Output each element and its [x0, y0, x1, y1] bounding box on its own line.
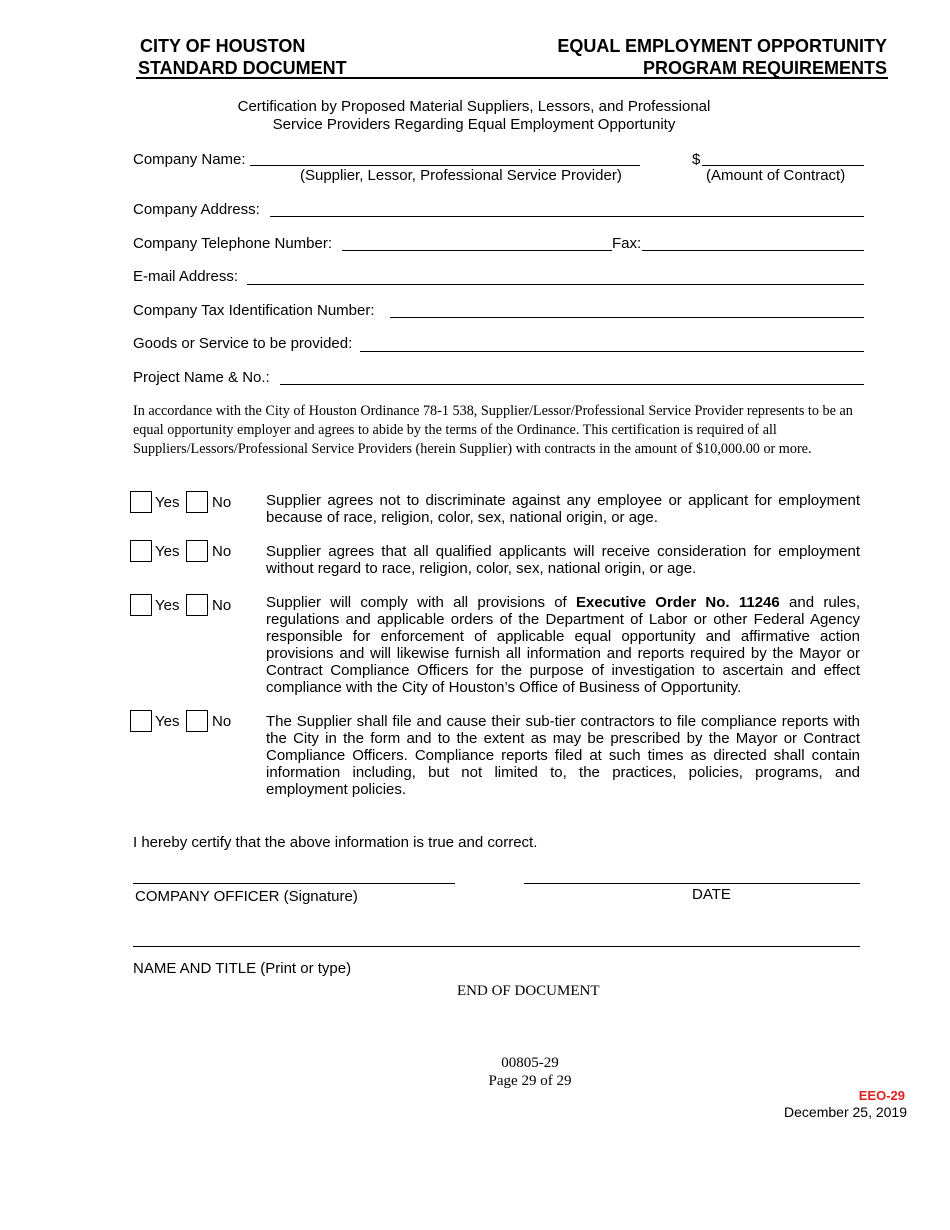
statement-2: Supplier agrees that all qualified applicants will receive consideration for employment without regard to race, religion, color, sex, national origin, or age.: [266, 543, 860, 577]
company-address-label: Company Address:: [133, 201, 260, 218]
s1-no-checkbox[interactable]: [186, 491, 208, 513]
telephone-label: Company Telephone Number:: [133, 235, 333, 252]
header-program-requirements: PROGRAM REQUIREMENTS: [642, 58, 887, 78]
dollar-sign: $: [692, 151, 701, 168]
tax-id-label: Company Tax Identification Number:: [133, 302, 375, 319]
statement-4: The Supplier shall file and cause their sub-tier contractors to file compliance reports with the City in the form and to the extent as may be prescribed by the Mayor or Contract Compliance Officers. Compliance reports filed at such times as directed shall contain information including, but not limited to, the practices, policies, programs, and employment policies.: [266, 713, 860, 798]
s2-no-label: No: [212, 543, 232, 560]
s2-yes-label: Yes: [155, 543, 180, 560]
statement-3: [266, 594, 860, 696]
goods-service-label: Goods or Service to be provided:: [133, 335, 353, 352]
s1-no-label: No: [212, 494, 232, 511]
company-name-caption: (Supplier, Lessor, Professional Service Provider): [300, 167, 622, 184]
amount-of-contract-field[interactable]: [702, 165, 864, 166]
s3-no-label: No: [212, 597, 232, 614]
s4-no-label: No: [212, 713, 232, 730]
s1-yes-checkbox[interactable]: [130, 491, 152, 513]
subtitle-line1: Certification by Proposed Material Suppliers, Lessors, and Professional: [237, 98, 711, 115]
footer-center: [0, 1054, 950, 1090]
email-label: E-mail Address:: [133, 268, 239, 285]
header-standard-document: STANDARD DOCUMENT: [138, 58, 347, 78]
project-label: Project Name & No.:: [133, 369, 270, 386]
telephone-field[interactable]: [342, 250, 612, 251]
intro-paragraph: In accordance with the City of Houston Ordinance 78-1 538, Supplier/Lessor/Professional Service Provider represents to be an equal opportunity employer and agrees to abide by the terms of the Ordinance. This certification is required of all Suppliers/Lessors/Professional Service Providers (herein Supplier) with contracts in the amount of $10,000.00 or more.: [133, 403, 853, 457]
name-title-line[interactable]: [133, 946, 860, 947]
footer-page-number: Page 29 of 29: [488, 1073, 572, 1089]
date-label: DATE: [692, 886, 731, 903]
s4-yes-checkbox[interactable]: [130, 710, 152, 732]
signature-line[interactable]: [133, 883, 455, 884]
header-city: CITY OF HOUSTON: [140, 36, 306, 56]
statement-1: Supplier agrees not to discriminate against any employee or applicant for employment because of race, religion, color, sex, national origin, or age.: [266, 492, 860, 526]
email-field[interactable]: [247, 284, 864, 285]
footer-doc-number: 00805-29: [501, 1055, 559, 1071]
header-eeo-title: EQUAL EMPLOYMENT OPPORTUNITY: [557, 36, 887, 56]
goods-service-field[interactable]: [360, 351, 864, 352]
statement-3-part1: Supplier will comply with all provisions of: [266, 594, 576, 611]
name-title-label: NAME AND TITLE (Print or type): [133, 960, 352, 977]
company-address-field[interactable]: [270, 216, 864, 217]
tax-id-field[interactable]: [390, 317, 864, 318]
s4-no-checkbox[interactable]: [186, 710, 208, 732]
project-field[interactable]: [280, 384, 864, 385]
form-date: December 25, 2019: [784, 1104, 907, 1120]
fax-label: Fax:: [612, 235, 642, 252]
s1-yes-label: Yes: [155, 494, 180, 511]
header-rule: [136, 77, 888, 79]
amount-of-contract-caption: (Amount of Contract): [706, 167, 846, 184]
statement-3-part2: and rules, regulations and applicable orders of the Department of Labor or other Federal Agency responsible for enforcement of applicable equal opportunity and affirmative action provisions and will likewise furnish all information and reports required by the Mayor or Contract Compliance Officers for the purpose of investigation to ascertain and effect compliance with the City of Houston’s Office of Business of Opportunity.: [266, 594, 860, 696]
end-of-document: END OF DOCUMENT: [457, 983, 600, 999]
date-line[interactable]: [524, 883, 860, 884]
s4-yes-label: Yes: [155, 713, 180, 730]
company-name-field[interactable]: [250, 165, 640, 166]
s2-yes-checkbox[interactable]: [130, 540, 152, 562]
subtitle: [0, 98, 948, 134]
company-name-label: Company Name:: [133, 151, 246, 168]
s2-no-checkbox[interactable]: [186, 540, 208, 562]
s3-yes-checkbox[interactable]: [130, 594, 152, 616]
s3-yes-label: Yes: [155, 597, 180, 614]
fax-field[interactable]: [642, 250, 864, 251]
executive-order-reference: Executive Order No. 11246: [576, 594, 780, 611]
certify-text: I hereby certify that the above information is true and correct.: [133, 834, 538, 851]
signature-label: COMPANY OFFICER (Signature): [135, 888, 358, 905]
s3-no-checkbox[interactable]: [186, 594, 208, 616]
subtitle-line2: Service Providers Regarding Equal Employment Opportunity: [272, 116, 676, 133]
form-code: EEO-29: [858, 1088, 905, 1103]
